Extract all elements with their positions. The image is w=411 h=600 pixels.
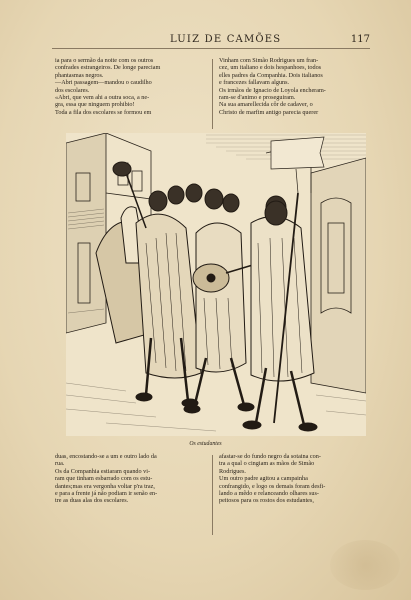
- column-divider: [212, 59, 213, 129]
- text-line: duas, encostando-se a um e outro lado da: [55, 453, 157, 460]
- text-column-top-right: [219, 57, 371, 129]
- illustration-caption: Os estudantes: [189, 441, 222, 447]
- paper-stain: [330, 540, 400, 590]
- text-line: rua.: [55, 460, 65, 468]
- text-line: Os irmãos de Ignacio de Loyola encheram-: [219, 86, 326, 94]
- text-line: «Abri, que vem ahi a outra soca, a ne-: [55, 94, 150, 102]
- text-line: e para a frente já não podiam ir senão en-: [55, 490, 158, 498]
- text-line: confrangido, e logo os demais foram desfi-: [219, 482, 326, 490]
- text-line: peitosos para os rostos dos estudantes,: [219, 497, 314, 505]
- text-line: Toda a fila dos escolares se formou em: [55, 108, 152, 116]
- text-line: gra, essa que ninguem prohibio!: [55, 101, 135, 109]
- text-line: Na sua amarellecida côr de cadaver, o: [219, 101, 313, 109]
- page-number: 117: [350, 34, 370, 45]
- text-line: dantes;mas era vergonha voltar p'ra traz,: [55, 482, 155, 490]
- text-line: Vinham com Simão Rodrigues um fran-: [219, 57, 319, 64]
- engraving-illustration: [66, 133, 366, 436]
- text-line: lando a mêdo e relanceando olhares sus-: [219, 490, 319, 498]
- text-line: ram que tinham esbarrado com os estu-: [55, 475, 153, 483]
- column-divider: [212, 455, 213, 535]
- text-column-bottom-left: [55, 453, 207, 533]
- text-line: ram-se d'animo e proseguiram.: [219, 94, 296, 102]
- text-line: e francezes fallavam alguns.: [219, 79, 290, 87]
- text-line: Christo de marfim antigo parecia querer: [219, 108, 319, 116]
- text-line: Os da Companhia estiaram quando vi-: [55, 467, 151, 475]
- text-line: phantasmas negros.: [55, 71, 104, 79]
- text-line: confrades estrangeiros. De longe pareciam: [55, 64, 161, 72]
- text-line: ia para o sermão da noite com os outros: [55, 57, 154, 64]
- text-line: elles padres da Companhia. Dois italianos: [219, 71, 323, 79]
- text-line: cez, um italiano e dois hespanhoes, todos: [219, 64, 322, 72]
- text-line: Um outro padre agitou a campainha: [219, 475, 308, 483]
- text-column-top-left: [55, 57, 207, 129]
- text-column-bottom-right: [219, 453, 371, 533]
- text-line: afastar-se do fundo negro da sotaina con-: [219, 453, 321, 460]
- text-line: Rodrigues.: [219, 467, 246, 475]
- text-line: tra a qual o cingiam as mãos de Simão: [219, 460, 315, 468]
- text-line: dos escolares.: [55, 86, 90, 94]
- page-header: [52, 34, 370, 49]
- text-line: —Abri passagem—mandou o caudilho: [55, 79, 152, 87]
- text-line: tre as duas alas dos escolares.: [55, 497, 129, 505]
- running-title: LUIZ DE CAMÕES: [170, 34, 282, 45]
